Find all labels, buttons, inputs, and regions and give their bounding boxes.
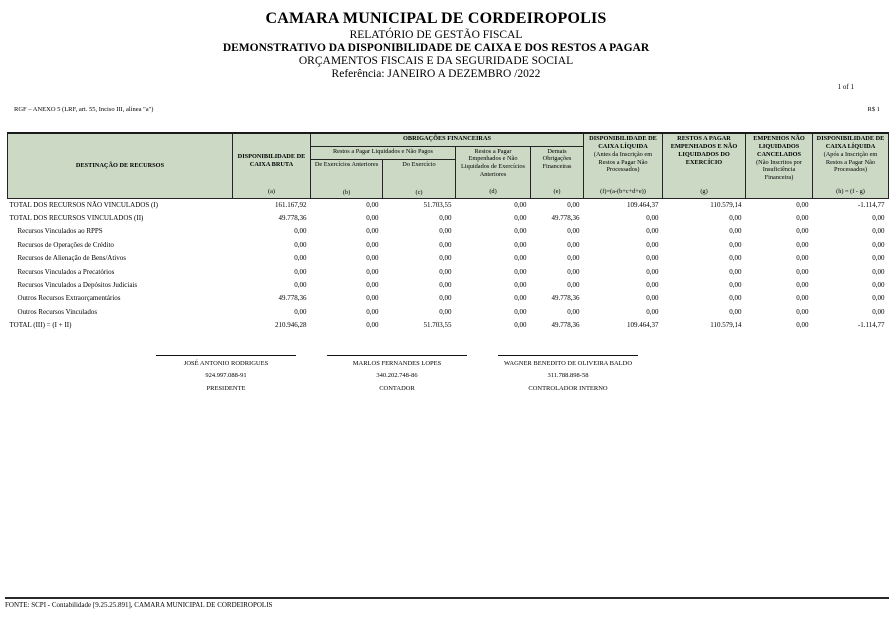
col-header-restos-exercicio: RESTOS A PAGAR EMPENHADOS E NÃO LIQUIDADOS DO EXERCÍCIO (g) <box>663 133 746 198</box>
row-value: 0,00 <box>366 281 379 290</box>
row-value: 0,00 <box>439 227 452 236</box>
signer-role: PRESIDENTE <box>206 384 246 392</box>
row-value: 110.579,14 <box>710 200 742 209</box>
row-value: 0,00 <box>872 240 885 249</box>
col-letter-b: (b) <box>342 188 351 196</box>
signature-line <box>327 355 467 356</box>
row-value: 0,00 <box>646 307 659 316</box>
table-row <box>8 278 889 291</box>
row-value: 0,00 <box>439 214 452 223</box>
report-subtitle-2: DEMONSTRATIVO DA DISPONIBILIDADE DE CAIXA E DOS RESTOS A PAGAR <box>222 42 650 54</box>
table-body <box>8 198 889 332</box>
row-value: 0,00 <box>294 267 307 276</box>
row-value: 0,00 <box>796 227 809 236</box>
row-value: 0,00 <box>567 267 580 276</box>
row-value: 0,00 <box>439 267 452 276</box>
col-header-restos-anteriores: Restos a Pagar Empenhados e Não Liquidados de Exercícios Anteriores (d) <box>456 146 531 198</box>
page-title: CAMARA MUNICIPAL DE CORDEIROPOLIS <box>265 10 607 27</box>
row-value: 0,00 <box>294 254 307 263</box>
report-subtitle-1: RELATÓRIO DE GESTÃO FISCAL <box>349 29 523 41</box>
col-header-destinacao: DESTINAÇÃO DE RECURSOS <box>8 133 233 198</box>
row-value: 51.703,55 <box>423 321 452 330</box>
fiscal-table <box>7 132 889 332</box>
row-value: -1.114,77 <box>857 200 885 209</box>
row-value: 49.778,36 <box>551 321 580 330</box>
signer-name: JOSÉ ANTONIO RODRIGUES <box>183 360 269 367</box>
row-value: 0,00 <box>439 281 452 290</box>
row-value: 0,00 <box>514 254 527 263</box>
row-value: 49.778,36 <box>551 294 580 303</box>
row-value: 0,00 <box>646 281 659 290</box>
row-value: 49.778,36 <box>278 214 307 223</box>
signature-block <box>498 355 638 395</box>
row-value: 0,00 <box>796 254 809 263</box>
row-value: 0,00 <box>567 227 580 236</box>
row-value: 0,00 <box>729 254 742 263</box>
page-indicator: 1 of 1 <box>837 83 854 91</box>
report-subtitle-3: ORÇAMENTOS FISCAIS E DA SEGURIDADE SOCIAL <box>298 55 574 67</box>
col-letter-e: (e) <box>553 187 561 195</box>
row-value: 0,00 <box>729 227 742 236</box>
row-label: Recursos de Operações de Crédito <box>17 240 114 249</box>
row-value: 161.167,92 <box>275 200 307 209</box>
table-row <box>8 198 889 211</box>
row-value: 0,00 <box>729 240 742 249</box>
row-value: 0,00 <box>796 321 809 330</box>
row-value: 0,00 <box>567 281 580 290</box>
table-row <box>8 225 889 238</box>
table-row <box>8 211 889 224</box>
signature-section <box>156 355 638 395</box>
col-letter-f: (f)=(a-(b+c+d+e)) <box>600 188 646 196</box>
row-value: 0,00 <box>294 240 307 249</box>
row-value: 0,00 <box>366 294 379 303</box>
row-label: TOTAL DOS RECURSOS NÃO VINCULADOS (I) <box>9 200 158 209</box>
row-value: 0,00 <box>366 307 379 316</box>
table-row <box>8 265 889 278</box>
row-value: 0,00 <box>366 214 379 223</box>
row-value: 0,00 <box>294 227 307 236</box>
row-value: 109.464,37 <box>627 321 659 330</box>
row-label: TOTAL DOS RECURSOS VINCULADOS (II) <box>9 214 144 223</box>
signer-cpf: 311.788.898-58 <box>547 372 589 380</box>
meta-row <box>14 106 880 113</box>
row-value: 0,00 <box>567 240 580 249</box>
col-letter-g: (g) <box>700 188 708 196</box>
col-header-caixa-liquida-antes: DISPONIBILIDADE DE CAIXA LÍQUIDA (Antes da Inscrição em Restos a Pagar Não Processados) (f)=(a-(b+c+d+e)) <box>584 133 663 198</box>
row-label: Recursos de Alienação de Bens/Ativos <box>17 254 126 263</box>
row-value: 0,00 <box>514 307 527 316</box>
currency-note: R$ 1 <box>867 106 880 113</box>
signer-name: MARLOS FERNANDES LOPES <box>352 360 442 367</box>
row-value: 51.703,55 <box>423 200 452 209</box>
row-value: 0,00 <box>729 294 742 303</box>
row-value: 0,00 <box>872 214 885 223</box>
table-row <box>8 305 889 318</box>
row-label: Recursos Vinculados a Depósitos Judiciais <box>17 281 138 290</box>
row-value: 0,00 <box>796 200 809 209</box>
row-value: 0,00 <box>729 307 742 316</box>
row-value: 0,00 <box>729 267 742 276</box>
table-header <box>8 133 889 198</box>
row-value: 0,00 <box>514 240 527 249</box>
row-value: 0,00 <box>796 294 809 303</box>
row-value: 0,00 <box>872 281 885 290</box>
row-label: Outros Recursos Vinculados <box>17 307 98 316</box>
row-value: 0,00 <box>439 307 452 316</box>
signer-cpf: 924.997.088-91 <box>205 372 247 380</box>
row-value: 0,00 <box>366 227 379 236</box>
source-footer: FONTE: SCPI - Contabilidade [9.25.25.891], CAMARA MUNICIPAL DE CORDEIROPOLIS <box>5 597 889 609</box>
row-label: Outros Recursos Extraorçamentários <box>17 294 121 303</box>
row-value: 0,00 <box>439 294 452 303</box>
table-row <box>8 319 889 332</box>
col-header-exercicios-anteriores: De Exercícios Anteriores (b) <box>311 159 383 198</box>
signature-block <box>327 355 467 395</box>
report-reference: Referência: JANEIRO A DEZEMBRO /2022 <box>331 68 541 80</box>
row-value: 0,00 <box>514 281 527 290</box>
row-value: 0,00 <box>567 200 580 209</box>
signer-role: CONTADOR <box>379 384 415 392</box>
row-value: 0,00 <box>872 254 885 263</box>
signature-line <box>156 355 296 356</box>
row-value: 0,00 <box>366 267 379 276</box>
col-header-caixa-bruta: DISPONIBILIDADE DE CAIXA BRUTA (a) <box>233 133 311 198</box>
row-value: 0,00 <box>872 227 885 236</box>
col-letter-a: (a) <box>268 188 275 196</box>
row-value: 49.778,36 <box>278 294 307 303</box>
signature-block <box>156 355 296 395</box>
row-label: Recursos Vinculados a Precatórios <box>17 267 115 276</box>
row-value: 0,00 <box>567 307 580 316</box>
row-value: 0,00 <box>366 254 379 263</box>
row-value: 0,00 <box>729 214 742 223</box>
document-header <box>0 10 872 80</box>
row-value: 0,00 <box>514 321 527 330</box>
row-value: 0,00 <box>646 240 659 249</box>
col-header-empenhos-cancelados: EMPENHOS NÃO LIQUIDADOS CANCELADOS (Não Inscritos por Insuficiência Financeira) <box>746 133 813 198</box>
table-row <box>8 292 889 305</box>
row-value: 0,00 <box>796 307 809 316</box>
row-value: 0,00 <box>567 254 580 263</box>
table-row <box>8 252 889 265</box>
row-label: Recursos Vinculados ao RPPS <box>17 227 103 236</box>
table-row <box>8 238 889 251</box>
col-header-demais-obrigacoes: Demais Obrigações Financeiras (e) <box>531 146 584 198</box>
row-value: 0,00 <box>294 281 307 290</box>
row-value: 0,00 <box>646 294 659 303</box>
row-value: 0,00 <box>796 214 809 223</box>
row-value: 0,00 <box>796 267 809 276</box>
signer-role: CONTROLADOR INTERNO <box>528 384 608 392</box>
row-value: 210.946,28 <box>275 321 307 330</box>
row-value: 0,00 <box>366 240 379 249</box>
row-value: 0,00 <box>514 200 527 209</box>
row-value: 0,00 <box>729 281 742 290</box>
row-value: 0,00 <box>646 227 659 236</box>
row-value: 0,00 <box>366 200 379 209</box>
col-letter-c: (c) <box>415 188 423 196</box>
row-value: 0,00 <box>514 294 527 303</box>
col-group-restos-liquidados: Restos a Pagar Liquidados e Não Pagos <box>311 146 456 159</box>
row-value: 109.464,37 <box>627 200 659 209</box>
row-value: 0,00 <box>872 267 885 276</box>
col-letter-h: (h) = (f - g) <box>836 188 865 196</box>
row-value: 0,00 <box>646 254 659 263</box>
row-value: 0,00 <box>439 240 452 249</box>
row-value: 0,00 <box>514 227 527 236</box>
row-value: 0,00 <box>294 307 307 316</box>
row-value: 0,00 <box>796 240 809 249</box>
fiscal-table-wrapper <box>7 132 888 332</box>
annex-note: RGF – ANEXO 5 (LRF, art. 55, Inciso III, alínea "a") <box>14 106 154 113</box>
row-value: 0,00 <box>796 281 809 290</box>
row-value: -1.114,77 <box>857 321 885 330</box>
row-label: TOTAL (III) = (I + II) <box>9 321 72 330</box>
row-value: 0,00 <box>872 307 885 316</box>
col-header-do-exercicio: Do Exercício (c) <box>383 159 456 198</box>
col-letter-d: (d) <box>489 187 497 195</box>
col-header-caixa-liquida-apos: DISPONIBILIDADE DE CAIXA LÍQUIDA (Após a Inscrição em Restos a Pagar Não Processados) (h) = (f - g) <box>813 133 889 198</box>
row-value: 110.579,14 <box>710 321 742 330</box>
row-value: 0,00 <box>646 267 659 276</box>
row-value: 0,00 <box>439 254 452 263</box>
row-value: 0,00 <box>646 214 659 223</box>
signer-name: WAGNER BENEDITO DE OLIVEIRA BALDO <box>503 360 633 367</box>
row-value: 49.778,36 <box>551 214 580 223</box>
signer-cpf: 340.202.748-86 <box>376 372 418 380</box>
row-value: 0,00 <box>366 321 379 330</box>
signature-line <box>498 355 638 356</box>
row-value: 0,00 <box>514 267 527 276</box>
row-value: 0,00 <box>872 294 885 303</box>
col-group-obrigacoes: OBRIGAÇÕES FINANCEIRAS <box>311 133 584 146</box>
row-value: 0,00 <box>514 214 527 223</box>
